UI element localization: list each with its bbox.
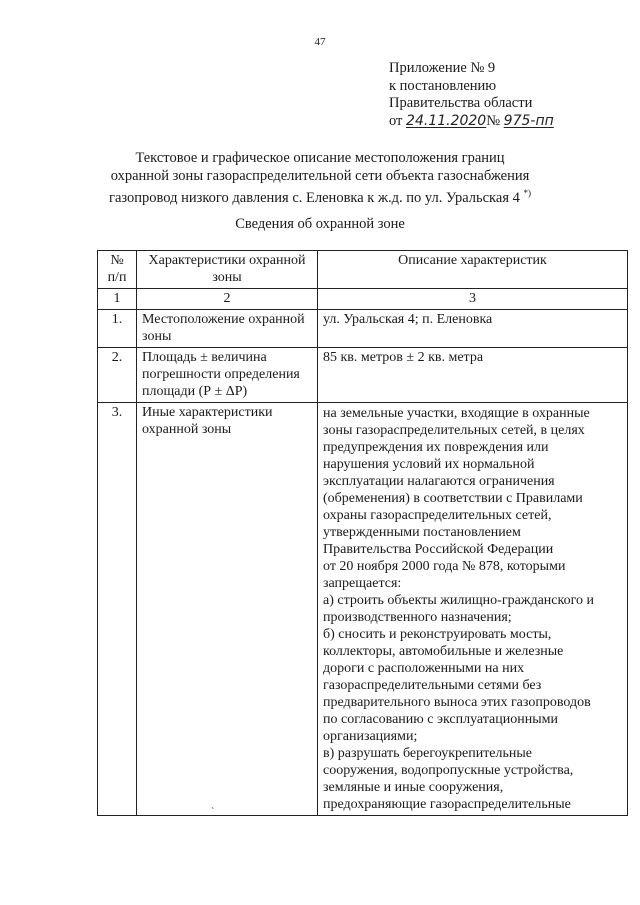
description-line: организациями; bbox=[323, 729, 418, 744]
description-line: газораспределительными сетями без bbox=[323, 678, 542, 693]
number-sign: № bbox=[486, 112, 501, 129]
row-number: 3. bbox=[98, 403, 137, 816]
page-number: 47 bbox=[314, 36, 326, 48]
description-line: предварительного выноса этих газопроводов bbox=[323, 695, 591, 710]
column-number-row bbox=[98, 289, 628, 310]
handwritten-number: 975-пп bbox=[503, 112, 554, 129]
header-characteristic: Характеристики охранной зоны bbox=[137, 251, 318, 289]
column-number: 2 bbox=[137, 289, 318, 310]
description-line: эксплуатации налагаются ограничения bbox=[323, 474, 555, 489]
table-header-row bbox=[98, 251, 628, 289]
description-line: Правительства Российской Федерации bbox=[323, 542, 554, 557]
description-line: утвержденными постановлением bbox=[323, 525, 521, 540]
description-line: по согласованию с эксплуатационными bbox=[323, 712, 558, 727]
row-description: 85 кв. метров ± 2 кв. метра bbox=[318, 348, 628, 403]
description-line: зоны газораспределительных сетей, в целях bbox=[323, 423, 585, 438]
description-line: охраны газораспределительных сетей, bbox=[323, 508, 552, 523]
description-line: коллекторы, автомобильные и железные bbox=[323, 644, 564, 659]
row-characteristic: Местоположение охранной зоны bbox=[137, 310, 318, 348]
title-line-3-text: газопровод низкого давления с. Еленовка к ж.д. по ул. Уральская 4 bbox=[109, 189, 520, 206]
row-number: 2. bbox=[98, 348, 137, 403]
description-line: производственного назначения; bbox=[323, 610, 512, 625]
scan-mark: ˋ bbox=[211, 807, 215, 818]
title-line-2: охранной зоны газораспределительной сети объекта газоснабжения bbox=[110, 167, 530, 184]
title-line-3 bbox=[0, 185, 640, 207]
table-row bbox=[98, 310, 628, 348]
appendix-date-line bbox=[389, 113, 554, 131]
table-row bbox=[98, 348, 628, 403]
footnote-mark: *) bbox=[523, 188, 531, 198]
description-line: запрещается: bbox=[323, 576, 402, 591]
title-line-1: Текстовое и графическое описание местоположения границ bbox=[135, 150, 505, 166]
appendix-block bbox=[389, 60, 554, 130]
description-line: в) разрушать берегоукрепительные bbox=[323, 746, 533, 761]
description-line: а) строить объекты жилищно-гражданского и bbox=[323, 593, 594, 608]
description-line: земляные и иные сооружения, bbox=[323, 780, 504, 795]
section-subtitle: Сведения об охранной зоне bbox=[235, 216, 405, 232]
row-description-long bbox=[318, 403, 628, 816]
appendix-line-2: к постановлению bbox=[389, 77, 497, 94]
description-line: сооружения, водопропускные устройства, bbox=[323, 763, 574, 778]
appendix-line-1: Приложение № 9 bbox=[389, 60, 496, 76]
row-number: 1. bbox=[98, 310, 137, 348]
table-row bbox=[98, 403, 628, 816]
column-number: 3 bbox=[318, 289, 628, 310]
description-line: (обременения) в соответствии с Правилами bbox=[323, 491, 583, 506]
header-description: Описание характеристик bbox=[318, 251, 628, 289]
row-characteristic: Площадь ± величина погрешности определения площади (Р ± ΔР) bbox=[137, 348, 318, 403]
appendix-line-3: Правительства области bbox=[389, 95, 533, 111]
description-line: предупреждения их повреждения или bbox=[323, 440, 549, 455]
description-line: б) сносить и реконструировать мосты, bbox=[323, 627, 552, 642]
date-prefix: от bbox=[389, 112, 403, 129]
protection-zone-table bbox=[97, 250, 628, 816]
description-line: предохраняющие газораспределительные bbox=[323, 797, 571, 812]
row-characteristic: Иные характеристики охранной зоны bbox=[137, 403, 318, 816]
row-description: ул. Уральская 4; п. Еленовка bbox=[318, 310, 628, 348]
description-line: дороги с расположенными на них bbox=[323, 661, 525, 676]
description-line: на земельные участки, входящие в охранные bbox=[323, 406, 590, 421]
handwritten-date: 24.11.2020 bbox=[406, 112, 487, 129]
header-number: № п/п bbox=[98, 251, 137, 289]
document-title bbox=[0, 150, 640, 207]
column-number: 1 bbox=[98, 289, 137, 310]
description-line: нарушения условий их нормальной bbox=[323, 457, 535, 472]
description-line: от 20 ноября 2000 года № 878, которыми bbox=[323, 559, 566, 574]
